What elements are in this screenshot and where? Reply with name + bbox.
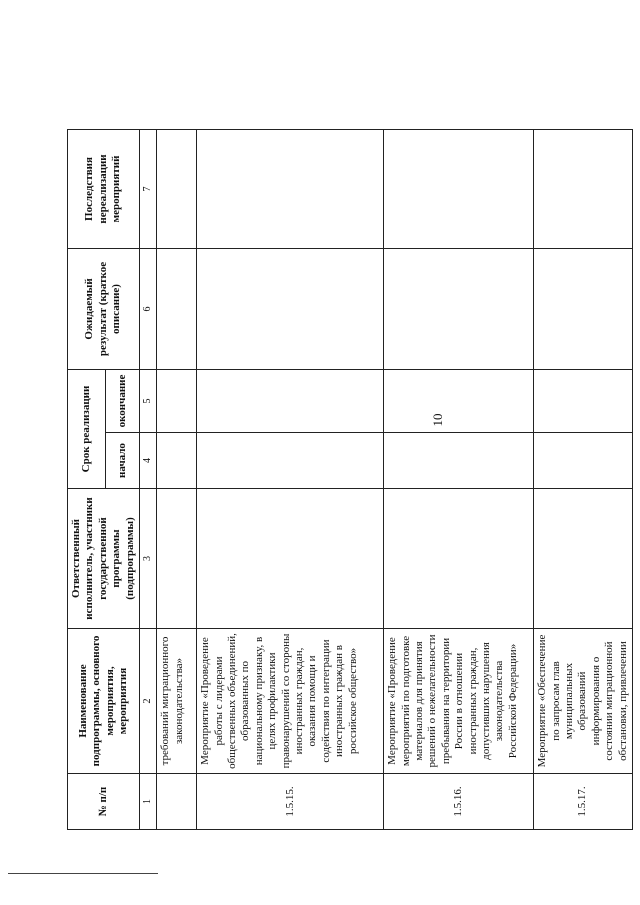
header-number: № п/п	[68, 774, 140, 830]
row-result	[534, 248, 633, 369]
row-executor	[157, 489, 197, 629]
table-row	[384, 129, 534, 829]
column-number: 1	[140, 774, 157, 830]
table-row	[157, 129, 197, 829]
row-result	[197, 248, 384, 369]
row-start	[197, 433, 384, 489]
row-consequences	[197, 129, 384, 248]
row-executor	[384, 489, 534, 629]
header-end: окончание	[106, 369, 140, 432]
row-end	[157, 369, 197, 432]
program-activities-table	[67, 129, 633, 830]
row-number	[157, 774, 197, 830]
row-start	[534, 433, 633, 489]
column-number: 6	[140, 248, 157, 369]
rotated-table-container	[67, 130, 629, 830]
row-result	[157, 248, 197, 369]
row-name: Мероприятие «Проведение мероприятий по подготовке материалов для принятия решений о нежелательности пребывания на территории России в отношении иностранных граждан, допустивших нарушения законодательства Российской Федерации»	[384, 629, 534, 774]
row-executor	[197, 489, 384, 629]
column-number: 7	[140, 129, 157, 248]
table-row	[534, 129, 633, 829]
row-consequences	[384, 129, 534, 248]
column-number: 5	[140, 369, 157, 432]
row-start	[157, 433, 197, 489]
row-executor	[534, 489, 633, 629]
header-row	[68, 129, 106, 829]
header-result: Ожидаемый результат (краткое описание)	[68, 248, 140, 369]
row-consequences	[534, 129, 633, 248]
column-numbers-row	[140, 129, 157, 829]
column-number: 3	[140, 489, 157, 629]
header-start: начало	[106, 433, 140, 489]
row-number: 1.5.16.	[384, 774, 534, 830]
row-end	[384, 369, 534, 432]
header-consequences: Последствия нереализации мероприятий	[68, 129, 140, 248]
header-executor: Ответственный исполнитель, участники государственной программы (подпрограммы)	[68, 489, 140, 629]
page-number: 10	[430, 413, 445, 427]
column-number: 2	[140, 629, 157, 774]
row-result	[384, 248, 534, 369]
row-name: Мероприятие «Обеспечение по запросам глав муниципальных образований информирования о состоянии миграционной обстановки, привлечении	[534, 629, 633, 774]
footnote-line	[8, 873, 158, 874]
table-row	[197, 129, 384, 829]
header-name: Наименование подпрограммы, основного мероприятия, мероприятия	[68, 629, 140, 774]
header-term: Срок реализации	[68, 369, 106, 488]
row-start	[384, 433, 534, 489]
row-number: 1.5.15.	[197, 774, 384, 830]
row-name: требований миграционного законодательства»	[157, 629, 197, 774]
row-end	[534, 369, 633, 432]
row-number: 1.5.17.	[534, 774, 633, 830]
row-name: Мероприятие «Проведение работы с лидерами общественных объединений, образованных по национальному признаку, в целях профилактики правонарушений со стороны иностранных граждан, оказания помощи и содействия по интеграции иностранных граждан в российское общество»	[197, 629, 384, 774]
row-end	[197, 369, 384, 432]
column-number: 4	[140, 433, 157, 489]
row-consequences	[157, 129, 197, 248]
